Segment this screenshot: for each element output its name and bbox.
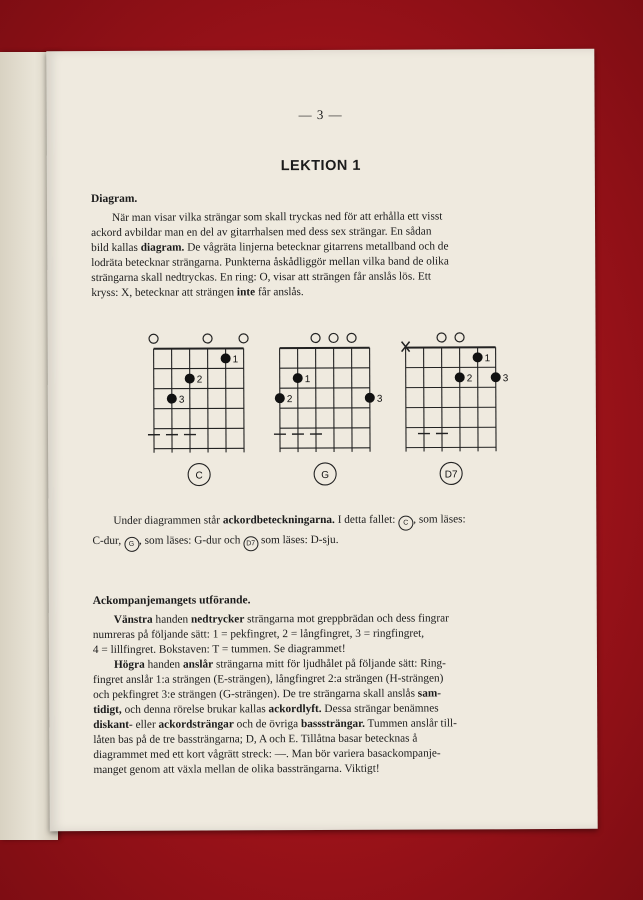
text-line: kryss: X, betecknar att strängen inte får anslås. — [91, 286, 304, 300]
text-line: 4 = lillfingret. Bokstaven: T = tummen. Se diagrammet! — [92, 642, 346, 657]
finger-dot — [167, 394, 177, 404]
finger-dot — [221, 353, 231, 363]
finger-dot — [365, 393, 375, 403]
page-number: — 3 — — [298, 106, 343, 123]
caption-line-2: C-dur, G , som läses: G-dur och D7 som läses: D-sju. — [92, 530, 566, 552]
open-string-marker — [437, 333, 446, 342]
chord-diagrams — [92, 327, 509, 489]
text-line: strängarna skall nedtryckas. En ring: O, visar att strängen får anslås lös. Ett — [91, 270, 432, 285]
text-line: och pekfingret 3:e strängen (G-strängen). De tre strängarna skall anslås sam- — [93, 687, 442, 702]
text-line: manget genom att växla mellan de olika bassträngarna. Viktigt! — [93, 762, 380, 777]
finger-number: 3 — [376, 393, 383, 405]
chord-label: C — [195, 470, 203, 482]
lesson-title: LEKTION 1 — [280, 157, 361, 175]
text-line: diagrammet med ett kort vågrätt streck: —. Man bör variera basackompanje- — [93, 747, 441, 762]
text-line: lodräta betecknar strängarna. Punkterna åskådliggör mellan vilka band de olika — [91, 255, 449, 270]
finger-number: 2 — [466, 373, 473, 385]
text-line: numreras på följande sätt: 1 = pekfingret, 2 = långfingret, 3 = ringfingret, — [92, 627, 425, 642]
chord-symbol-g: G — [124, 537, 139, 552]
finger-dot — [455, 372, 465, 382]
chord-label: G — [321, 469, 330, 482]
caption-paragraph — [92, 510, 566, 552]
section-heading-accompaniment: Ackompanjemangets utförande. — [92, 594, 251, 608]
text-line: fingret anslår 1:a strängen (E-strängen), långfingret 2:a strängen (H-strängen) — [93, 672, 444, 687]
text-line: diskant- eller ackordsträngar och de övriga basssträngar. Tummen anslår till- — [93, 717, 457, 732]
open-string-marker — [347, 333, 356, 342]
finger-dot — [473, 352, 483, 362]
finger-number: 1 — [304, 374, 311, 386]
finger-number: 2 — [196, 374, 203, 386]
chord-symbol-c: C — [398, 516, 413, 531]
open-string-marker — [455, 333, 464, 342]
finger-dot — [275, 393, 285, 403]
finger-number: 3 — [502, 373, 509, 385]
finger-number: 3 — [178, 394, 185, 406]
text-line: ackord avbildar man en del av gitarrhalsen med dess sex strängar. En sådan — [91, 225, 432, 240]
accompaniment-paragraph — [93, 611, 572, 778]
caption-line-1: Under diagrammen står ackordbeteckningarna. I detta fallet: C , som läses: — [92, 510, 566, 532]
text-line: bild kallas diagram. De vågräta linjerna betecknar gitarrens metallband och de — [91, 240, 449, 255]
finger-number: 2 — [286, 394, 293, 406]
text-line: Högra handen anslår strängarna mitt för ljudhålet på följande sätt: Ring- — [113, 657, 446, 671]
finger-number: 1 — [232, 354, 239, 366]
finger-dot — [491, 372, 501, 382]
finger-number: 1 — [484, 353, 491, 365]
finger-dot — [293, 373, 303, 383]
text-line: Vänstra handen nedtrycker strängarna mot greppbrädan och dess fingrar — [113, 612, 449, 626]
diagram-paragraph — [91, 209, 565, 301]
chord-symbol-d7: D7 — [243, 536, 258, 551]
open-string-marker — [329, 333, 338, 342]
open-string-marker — [203, 334, 212, 343]
text-line: tidigt, och denna rörelse brukar kallas ackordlyft. Dessa strängar benämnes — [93, 702, 439, 717]
section-heading-diagram: Diagram. — [90, 192, 138, 206]
text-line: När man visar vilka strängar som skall tryckas ned för att erhålla ett visst — [112, 210, 443, 224]
open-string-marker — [311, 334, 320, 343]
booklet-page — [46, 49, 597, 831]
open-string-marker — [149, 334, 158, 343]
open-string-marker — [239, 334, 248, 343]
chord-label: D7 — [444, 469, 458, 481]
text-line: låten bas på de tre bassträngarna; D, A och E. Tillåtna basar betecknas å — [93, 732, 418, 747]
finger-dot — [185, 374, 195, 384]
